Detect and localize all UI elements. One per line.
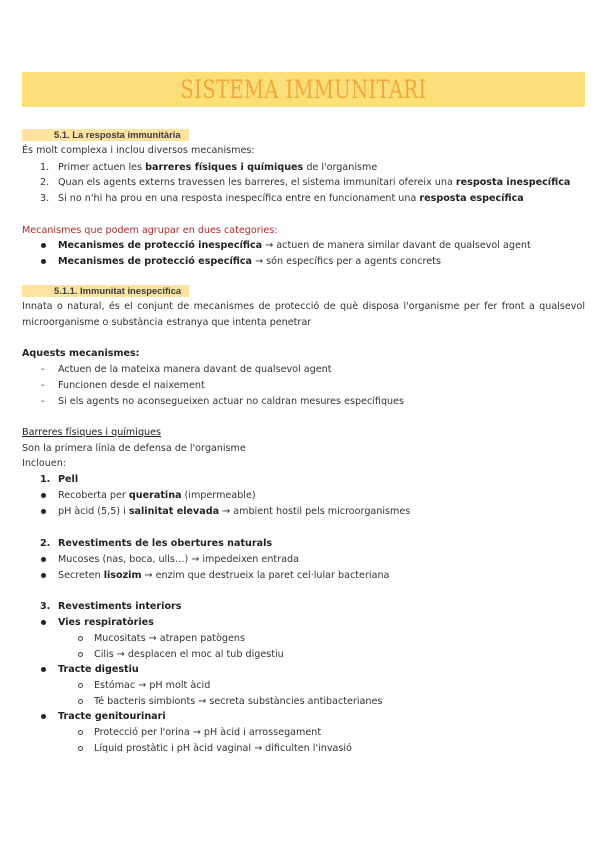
- dash-bullet: -: [41, 396, 45, 407]
- sub-list-item: Estómac → pH molt àcid: [94, 680, 211, 691]
- definition-paragraph: Innata o natural, és el conjunt de mecanismes de protecció de què disposa l'organisme per fer front a qualsevol microorganisme o substància estranya que intenta penetrar: [22, 301, 585, 328]
- section-heading-5-1: [22, 129, 189, 141]
- circle-bullet-icon: [78, 683, 83, 688]
- sub-list-item: Mucositats → atrapen patògens: [94, 633, 245, 644]
- list-item: Quan els agents externs travessen les barreres, el sistema immunitari ofereix una resposta inespecífica: [58, 177, 571, 188]
- page-title: SISTEMA IMMUNITARI: [180, 75, 427, 104]
- sub-list-item: Cilis → desplacen el moc al tub digestiu: [94, 649, 284, 660]
- list-item: Mucoses (nas, boca, ulls…) → impedeixen entrada: [58, 554, 299, 565]
- sub-list-item: Protecció per l'orina → pH àcid i arrossegament: [94, 727, 322, 738]
- barriers-description: Son la primera línia de defensa de l'organisme: [22, 443, 246, 454]
- list-item: Mecanismes de protecció específica → són específics per a agents concrets: [58, 256, 441, 267]
- circle-bullet-icon: [78, 636, 83, 641]
- list-number: 1.: [40, 474, 51, 485]
- bullet-icon: [41, 259, 46, 264]
- barriers-includes: Inclouen:: [22, 458, 67, 469]
- intro-text: És molt complexa i inclou diversos mecanismes:: [22, 145, 255, 156]
- subsection-label: Revestiments interiors: [58, 601, 182, 612]
- title-banner: [22, 72, 585, 107]
- sub-list-item: Líquid prostàtic i pH àcid vaginal → dificulten l'invasió: [94, 743, 352, 754]
- subsection-label: Revestiments de les obertures naturals: [58, 538, 273, 549]
- section-heading-5-1-1: [22, 285, 189, 297]
- list-item: Tracte digestiu: [58, 664, 139, 675]
- list-item: Funcionen desde el naixement: [58, 380, 205, 391]
- bullet-icon: [41, 243, 46, 248]
- list-number: 3.: [40, 601, 51, 612]
- list-item: Secreten lisozim → enzim que destrueix la paret cel·lular bacteriana: [58, 570, 390, 581]
- list-item: pH àcid (5,5) i salinitat elevada → ambient hostil pels microorganismes: [58, 506, 411, 517]
- circle-bullet-icon: [78, 652, 83, 657]
- dash-bullet: -: [41, 380, 45, 391]
- list-item: Recoberta per queratina (impermeable): [58, 490, 256, 501]
- list-item: Tracte genitourinari: [58, 711, 166, 722]
- circle-bullet-icon: [78, 746, 83, 751]
- mechanisms-label: Aquests mecanismes:: [22, 348, 140, 359]
- list-number: 3.: [40, 193, 50, 204]
- bullet-icon: [41, 493, 46, 498]
- bullet-icon: [41, 714, 46, 719]
- list-item: Primer actuen les barreres físiques i químiques de l'organisme: [58, 162, 378, 173]
- bullet-icon: [41, 620, 46, 625]
- list-item: Vies respiratòries: [58, 617, 154, 628]
- bullet-icon: [41, 509, 46, 514]
- barriers-title: Barreres físiques i químiques: [22, 427, 162, 438]
- list-item: Si els agents no aconsegueixen actuar no caldran mesures específiques: [58, 396, 405, 407]
- bullet-icon: [41, 573, 46, 578]
- list-number: 2.: [40, 177, 50, 188]
- section-heading-text: 5.1. La resposta immunitària: [54, 129, 181, 140]
- list-item: Si no n'hi ha prou en una resposta inespecífica entre en funcionament una resposta específica: [58, 193, 524, 204]
- list-item: Mecanismes de protecció inespecífica → actuen de manera similar davant de qualsevol agent: [58, 240, 531, 251]
- list-number: 2.: [40, 538, 51, 549]
- section-heading-text: 5.1.1. Immunitat inespecífica: [54, 285, 182, 296]
- circle-bullet-icon: [78, 699, 83, 704]
- circle-bullet-icon: [78, 730, 83, 735]
- list-number: 1.: [40, 162, 50, 173]
- subsection-label: Pell: [58, 474, 79, 485]
- bullet-icon: [41, 667, 46, 672]
- bullet-icon: [41, 557, 46, 562]
- categories-label: Mecanismes que podem agrupar en dues categories:: [22, 225, 278, 236]
- dash-bullet: -: [41, 364, 45, 375]
- sub-list-item: Té bacteris simbionts → secreta substàncies antibacterianes: [94, 696, 383, 707]
- list-item: Actuen de la mateixa manera davant de qualsevol agent: [58, 364, 332, 375]
